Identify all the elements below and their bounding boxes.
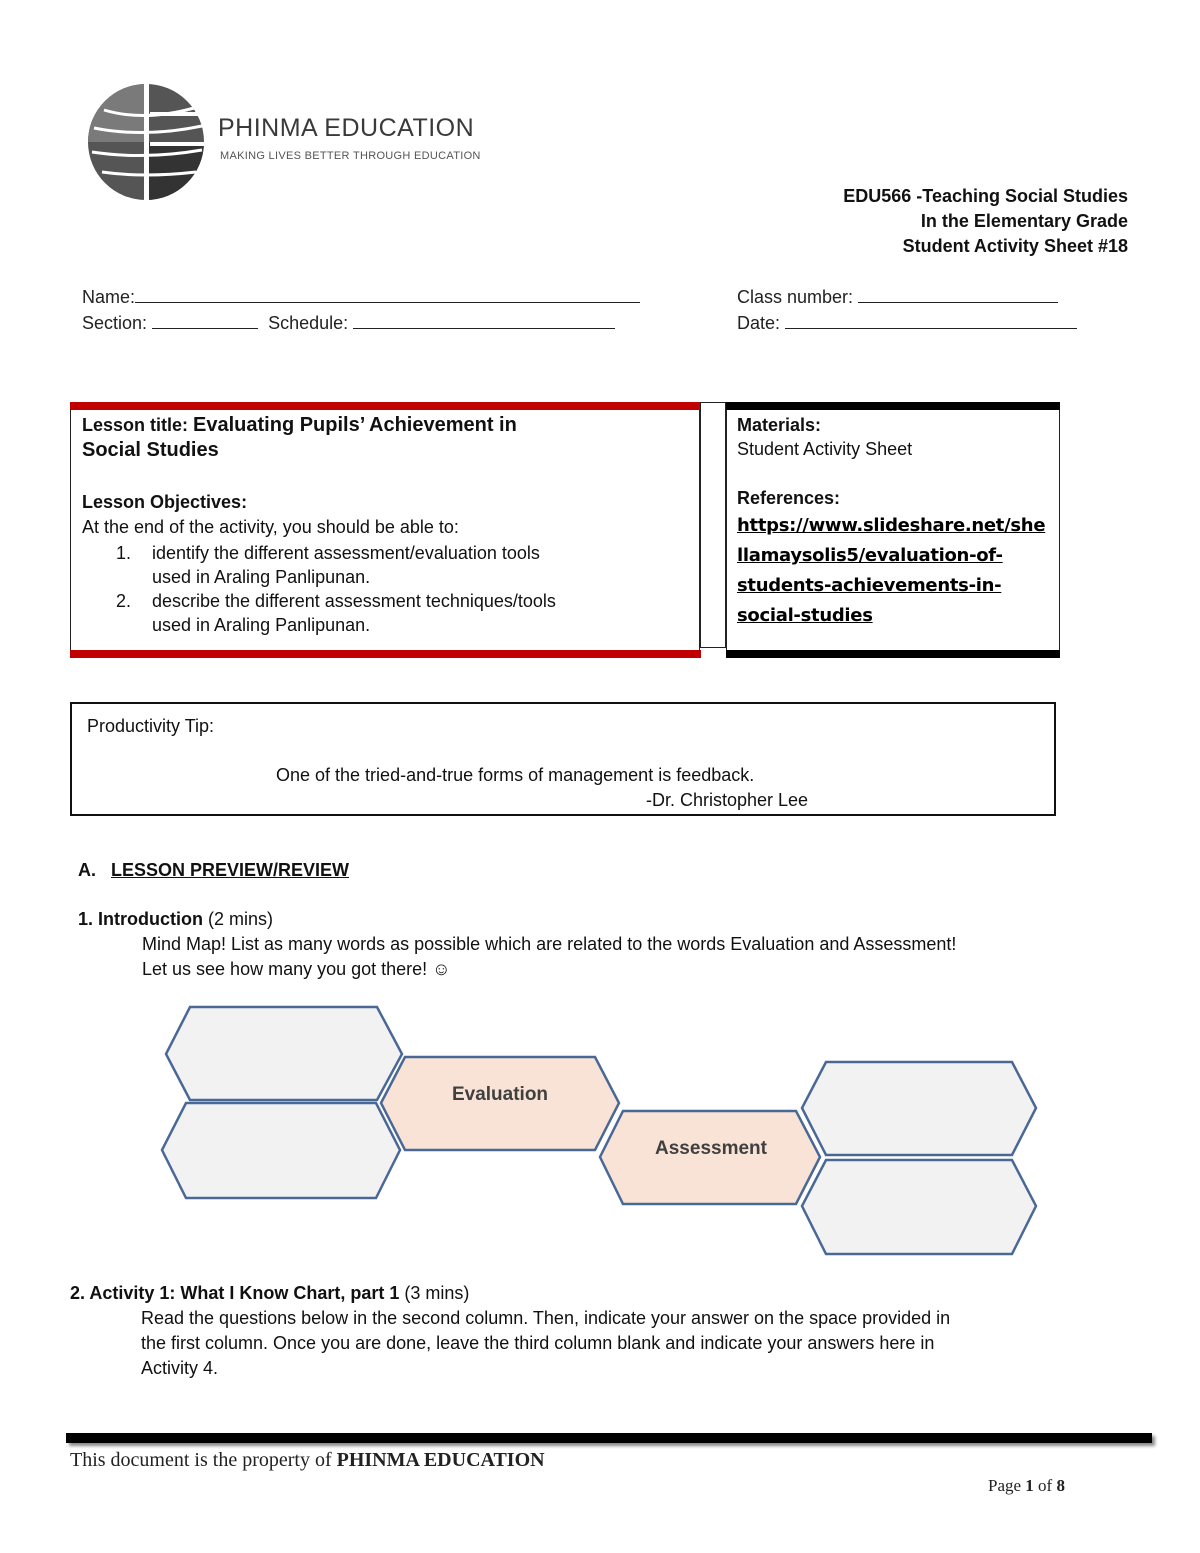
introduction-time: (2 mins) — [208, 909, 274, 929]
page-total: 8 — [1056, 1476, 1065, 1495]
footer-property-owner: PHINMA EDUCATION — [336, 1449, 545, 1471]
class-number-blank[interactable] — [858, 284, 1058, 303]
reference-link-line[interactable]: llamaysolis5/evaluation-of- — [737, 545, 1003, 566]
section-label: Section: — [82, 313, 148, 333]
objective-text: describe the different assessment techniques/tools — [152, 591, 556, 611]
introduction-line2: Let us see how many you got there! ☺ — [142, 959, 451, 979]
lesson-title-line2: Social Studies — [82, 439, 219, 461]
materials-label: Materials: — [737, 415, 822, 435]
tip-quote: One of the tried-and-true forms of management is feedback. — [276, 765, 755, 785]
lesson-title-label: Lesson title: — [82, 415, 189, 435]
phinma-logo-icon — [84, 82, 214, 202]
blank-hexagon[interactable] — [166, 1007, 402, 1100]
introduction-line1: Mind Map! List as many words as possible which are related to the words Evaluation and Assessment! — [142, 934, 957, 954]
page-prefix: Page — [988, 1476, 1022, 1495]
class-number-field[interactable] — [737, 284, 1058, 308]
page-current: 1 — [1025, 1476, 1034, 1495]
objective-text-cont: used in Araling Panlipunan. — [152, 615, 371, 635]
lesson-box — [70, 402, 700, 658]
activity1-line2: the first column. Once you are done, leave the third column blank and indicate your answers here in — [141, 1333, 935, 1353]
page-number — [988, 1476, 1065, 1496]
introduction-title: 1. Introduction — [78, 909, 203, 929]
name-label: Name: — [82, 287, 136, 307]
schedule-blank[interactable] — [353, 310, 615, 329]
objective-text: identify the different assessment/evaluation tools — [152, 543, 540, 563]
activity1-time: (3 mins) — [404, 1283, 470, 1303]
section-blank[interactable] — [152, 310, 258, 329]
objectives-list — [82, 541, 682, 637]
tip-author: -Dr. Christopher Lee — [646, 790, 809, 810]
objective-item — [82, 541, 682, 589]
logo — [84, 82, 484, 202]
mind-map — [0, 995, 1200, 1265]
blank-hexagon[interactable] — [162, 1103, 400, 1198]
section-a-title: LESSON PREVIEW/REVIEW — [111, 860, 350, 880]
blank-hexagon[interactable] — [802, 1062, 1036, 1155]
logo-tagline: MAKING LIVES BETTER THROUGH EDUCATION — [220, 150, 481, 162]
schedule-label: Schedule: — [268, 313, 349, 333]
date-blank[interactable] — [785, 310, 1077, 329]
objectives-label: Lesson Objectives: — [82, 492, 248, 512]
date-label: Date: — [737, 313, 781, 333]
evaluation-label: Evaluation — [451, 1084, 549, 1105]
section-field[interactable] — [82, 310, 615, 334]
class-number-label: Class number: — [737, 287, 854, 307]
reference-link-line[interactable]: https://www.slideshare.net/she — [737, 515, 1046, 536]
objectives-intro: At the end of the activity, you should be able to: — [82, 517, 459, 537]
name-field[interactable] — [82, 284, 640, 308]
productivity-tip-box — [70, 702, 1056, 816]
materials-box-bottom-bar — [726, 650, 1060, 658]
lesson-box-spacer — [700, 402, 726, 648]
objective-number: 1. — [116, 543, 132, 563]
tip-label: Productivity Tip: — [87, 716, 215, 736]
lesson-title-line1: Evaluating Pupils’ Achievement in — [193, 414, 517, 436]
materials-value: Student Activity Sheet — [737, 439, 913, 459]
references-label: References: — [737, 488, 841, 508]
course-header — [843, 184, 1128, 259]
course-code-title: EDU566 -Teaching Social Studies — [843, 186, 1128, 206]
materials-box-top-bar — [726, 402, 1060, 410]
reference-link[interactable] — [737, 511, 1045, 631]
activity1-line1: Read the questions below in the second column. Then, indicate your answer on the space provided in — [141, 1308, 951, 1328]
lesson-box-bottom-bar — [70, 650, 701, 658]
name-blank[interactable] — [135, 284, 640, 303]
activity-sheet-number: Student Activity Sheet #18 — [902, 236, 1128, 256]
objective-number: 2. — [116, 591, 132, 611]
assessment-label: Assessment — [655, 1138, 767, 1159]
logo-name: PHINMA EDUCATION — [218, 114, 475, 142]
section-a-letter: A. — [78, 860, 96, 880]
blank-hexagon[interactable] — [802, 1160, 1036, 1254]
footer-property — [70, 1449, 545, 1472]
reference-link-line[interactable]: students-achievements-in- — [737, 575, 1002, 596]
reference-link-line[interactable]: social-studies — [737, 605, 873, 626]
objective-item — [82, 589, 682, 637]
activity1-line3: Activity 4. — [141, 1358, 219, 1378]
materials-box — [726, 402, 1060, 658]
date-field[interactable] — [737, 310, 1077, 334]
course-grade: In the Elementary Grade — [920, 211, 1128, 231]
page-of: of — [1038, 1476, 1053, 1495]
section-a-heading — [78, 858, 349, 882]
objective-text-cont: used in Araling Panlipunan. — [152, 567, 371, 587]
activity1-title: 2. Activity 1: What I Know Chart, part 1 — [70, 1283, 400, 1303]
activity1-heading — [70, 1281, 469, 1305]
lesson-box-top-bar — [70, 402, 701, 410]
introduction-heading — [78, 907, 273, 931]
lesson-title — [82, 413, 517, 463]
footer-rule — [66, 1433, 1152, 1443]
footer-property-prefix: This document is the property of — [70, 1449, 332, 1471]
